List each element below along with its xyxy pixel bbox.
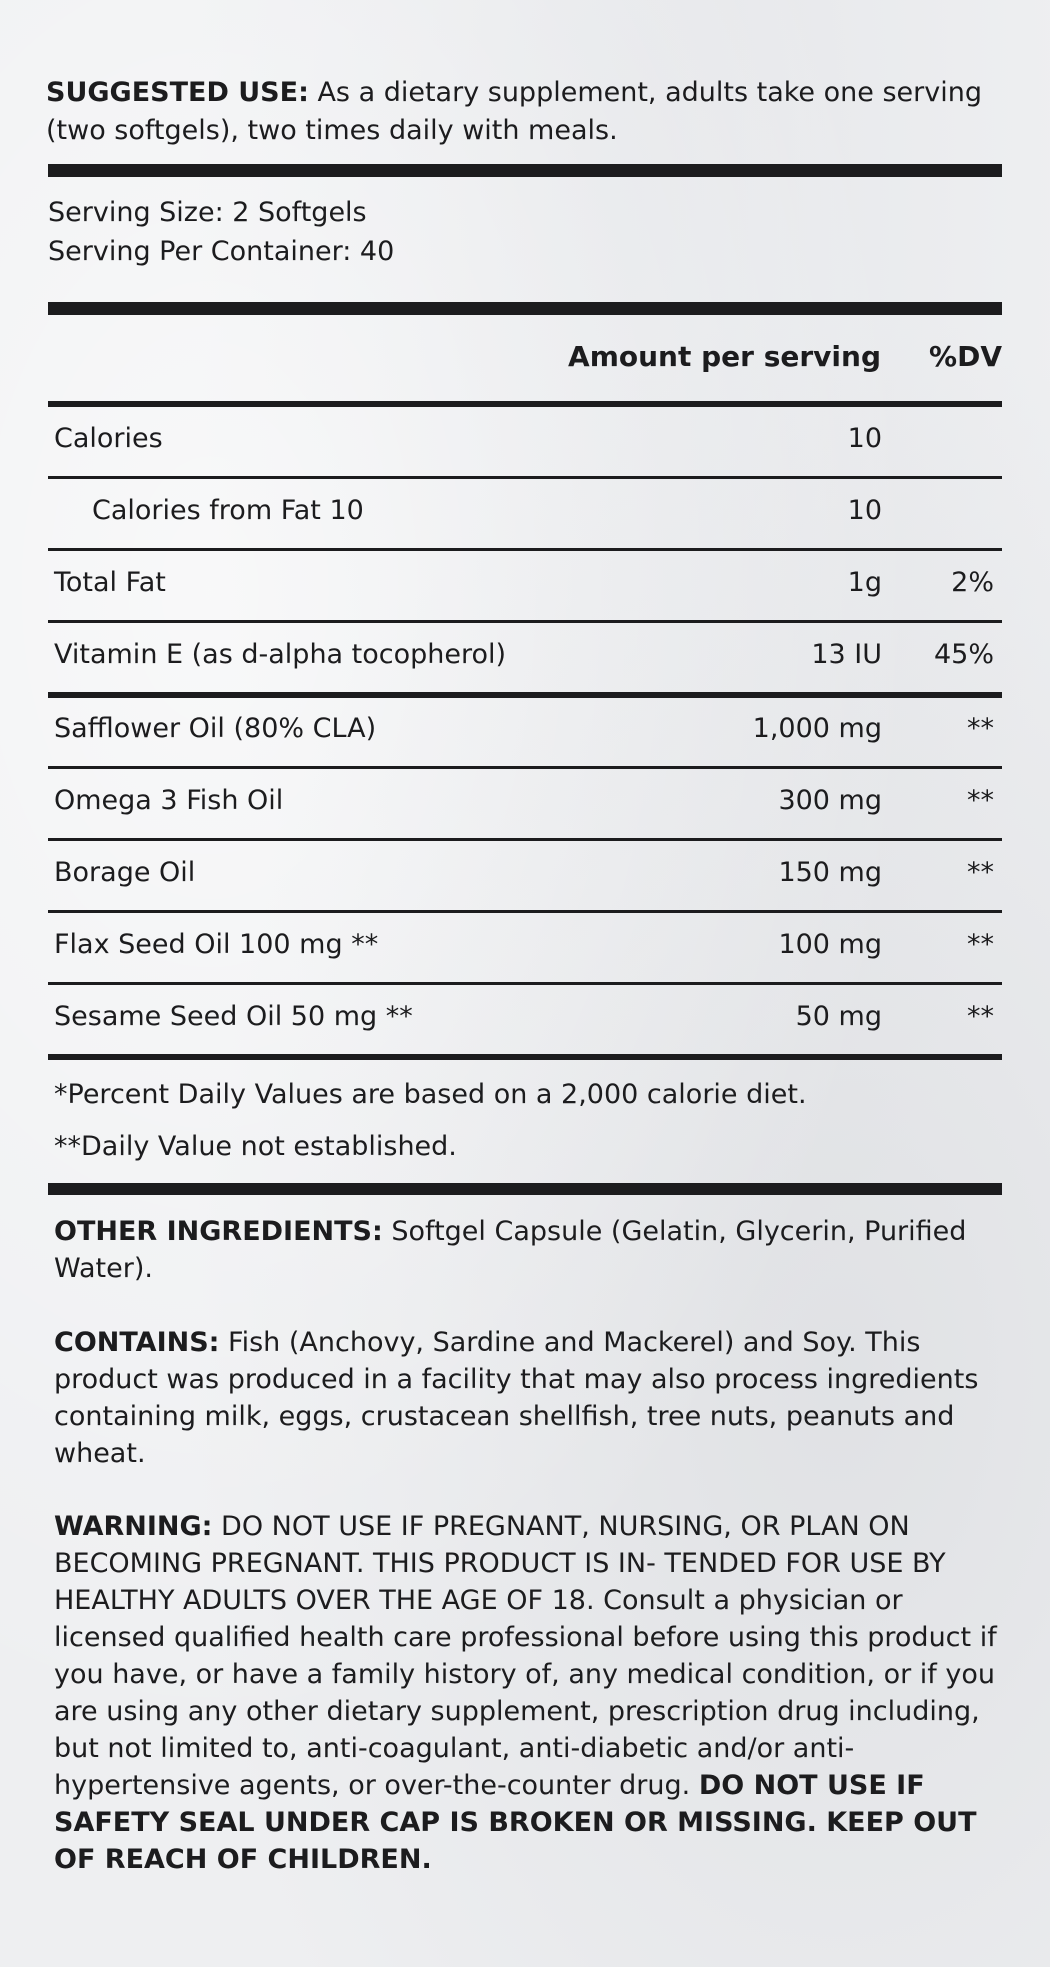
thick-divider [48,302,1002,315]
nutrient-amount: 100 mg [778,929,882,960]
table-row [48,479,1002,551]
nutrient-dv: 2% [951,567,994,598]
thick-divider [48,1183,1002,1195]
nutrient-name: Safflower Oil (80% CLA) [54,713,377,744]
nutrient-amount: 1g [847,567,882,598]
table-row [48,913,1002,985]
header-amount: Amount per serving [568,340,881,373]
nutrient-amount: 13 IU [811,639,882,670]
footnote-percent: *Percent Daily Values are based on a 2,000 calorie diet. [54,1079,807,1110]
table-row [48,985,1002,1057]
table-row [48,841,1002,913]
other-ingredients [54,1213,1004,1287]
nutrient-name: Vitamin E (as d-alpha tocopherol) [54,639,507,670]
nutrient-name: Total Fat [54,567,166,598]
contains-text: Fish (Anchovy, Sardine and Mackerel) and Soy. This product was produced in a facility that may also process ingredients containing milk, eggs, crustacean shellfish, tree nuts, peanuts and wheat. [54,1327,979,1469]
nutrient-amount: 150 mg [778,857,882,888]
suggested-use-label: SUGGESTED USE: [46,77,309,108]
nutrient-dv: ** [967,785,994,816]
nutrient-amount: 300 mg [778,785,882,816]
warning-text: DO NOT USE IF PREGNANT, NURSING, OR PLAN ON BECOMING PREGNANT. THIS PRODUCT IS IN- TENDED FOR USE BY HEALTHY ADULTS OVER THE AGE OF 18. Consult a physician or licensed qualified health care professional before using this product if you have, or have a family history of, any medical condition, or if you are using any other dietary supplement, prescription drug including, but not limited to, anti-coagulant, anti-diabetic and/or anti-hypertensive agents, or over-the-counter drug. [54,1511,997,1801]
nutrient-amount: 50 mg [795,1001,882,1032]
nutrient-dv: 45% [933,639,994,670]
servings-per-container: Serving Per Container: 40 [48,236,395,267]
contains [54,1324,1004,1472]
other-ingredients-text: Softgel Capsule (Gelatin, Glycerin, Purified Water). [54,1216,967,1284]
nutrient-name: Calories from Fat 10 [92,495,364,526]
nutrient-name: Sesame Seed Oil 50 mg ** [54,1001,413,1032]
row-divider [48,1054,1002,1060]
contains-label: CONTAINS: [54,1327,220,1358]
thick-divider [48,164,1002,177]
nutrient-name: Calories [54,423,163,454]
table-row [48,407,1002,479]
serving-size: Serving Size: 2 Softgels [48,197,367,228]
table-row [48,769,1002,841]
nutrient-dv: ** [967,713,994,744]
warning-bold-end: DO NOT USE IF SAFETY SEAL UNDER CAP IS BROKEN OR MISSING. KEEP OUT OF REACH OF CHILDREN. [54,1770,977,1875]
table-row [48,551,1002,623]
nutrient-amount: 10 [847,495,882,526]
warning-label: WARNING: [54,1511,213,1542]
nutrient-dv: ** [967,1001,994,1032]
suggested-use [46,74,1006,150]
other-ingredients-label: OTHER INGREDIENTS: [54,1216,383,1247]
header-dv: %DV [929,340,1002,373]
footnote-dv: **Daily Value not established. [54,1131,457,1162]
nutrient-name: Omega 3 Fish Oil [54,785,284,816]
nutrient-amount: 10 [847,423,882,454]
nutrient-dv: ** [967,857,994,888]
nutrient-name: Borage Oil [54,857,196,888]
nutrient-amount: 1,000 mg [752,713,882,744]
nutrient-name: Flax Seed Oil 100 mg ** [54,929,379,960]
table-row [48,623,1002,695]
table-row [48,697,1002,769]
warning [54,1508,1004,1878]
suggested-use-text: As a dietary supplement, adults take one serving (two softgels), two times daily with meals. [46,77,982,146]
nutrient-dv: ** [967,929,994,960]
